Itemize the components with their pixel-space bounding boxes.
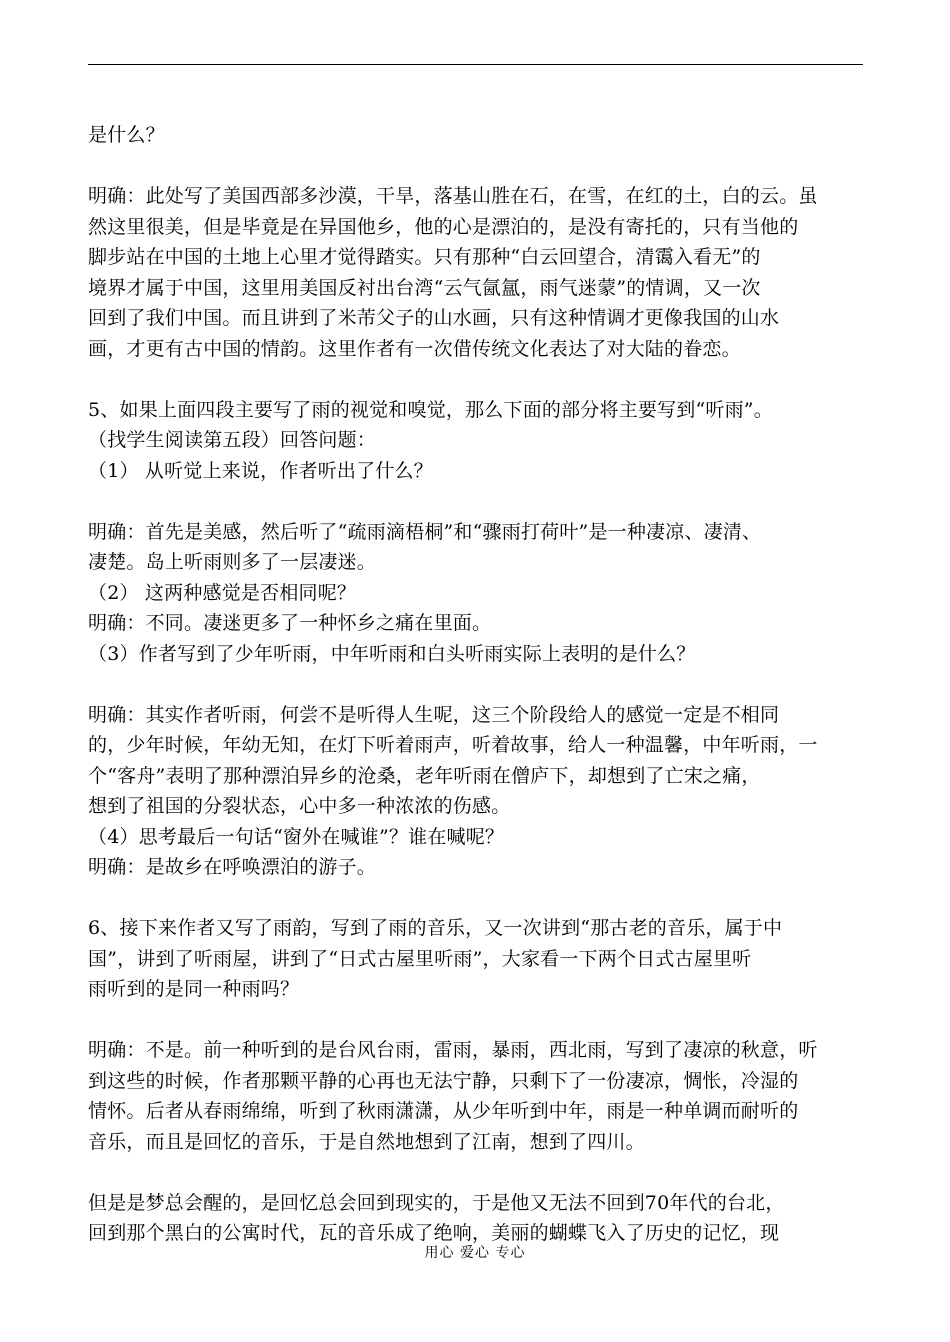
text-line: 凄楚。岛上听雨则多了一层凄迷。 xyxy=(88,551,377,573)
document-body xyxy=(88,120,868,1249)
text-line: （1） 从听觉上来说，作者听出了什么？ xyxy=(88,459,433,482)
header-rule xyxy=(88,64,863,65)
paragraph xyxy=(88,700,868,883)
text-line: （找学生阅读第五段）回答问题： xyxy=(88,429,377,451)
text-line: 画，才更有古中国的情韵。这里作者有一次借传统文化表达了对大陆的眷恋。 xyxy=(88,337,741,360)
text-line: （4）思考最后一句话“窗外在喊谁”？谁在喊呢？ xyxy=(88,825,505,848)
paragraph xyxy=(88,181,868,364)
text-line: 明确：是故乡在呼唤漂泊的游子。 xyxy=(88,856,377,878)
text-line: 情怀。后者从春雨绵绵，听到了秋雨潇潇，从少年听到中年，雨是一种单调而耐听的 xyxy=(88,1100,799,1122)
text-line: 是什么？ xyxy=(88,124,165,146)
paragraph xyxy=(88,517,868,670)
text-line: 明确：此处写了美国西部多沙漠，干旱，落基山胜在石，在雪，在红的土，白的云。虽 xyxy=(88,185,818,207)
text-line: 境界才属于中国，这里用美国反衬出台湾“云气氤氲，雨气迷蒙”的情调，又一次 xyxy=(88,276,761,299)
text-line: 个“客舟”表明了那种漂泊异乡的沧桑，老年听雨在僧庐下，却想到了亡宋之痛， xyxy=(88,764,761,787)
text-line: 的，少年时候，年幼无知，在灯下听着雨声，听着故事，给人一种温馨，中年听雨，一 xyxy=(88,734,818,756)
text-line: 明确：不是。前一种听到的是台风台雨，雷雨，暴雨，西北雨，写到了凄凉的秋意，听 xyxy=(88,1039,818,1061)
text-line: 回到那个黑白的公寓时代，瓦的音乐成了绝响，美丽的蝴蝶飞入了历史的记忆，现 xyxy=(88,1222,780,1244)
text-line: （3）作者写到了少年听雨，中年听雨和白头听雨实际上表明的是什么？ xyxy=(88,642,696,665)
paragraph xyxy=(88,120,868,151)
text-line: 明确：首先是美感，然后听了“疏雨滴梧桐”和“骤雨打荷叶”是一种凄凉、凄清、 xyxy=(88,520,762,543)
text-line: 明确：其实作者听雨，何尝不是听得人生呢，这三个阶段给人的感觉一定是不相同 xyxy=(88,703,780,726)
page-footer: 用心 爱心 专心 xyxy=(424,1245,526,1261)
text-line: 5、如果上面四段主要写了雨的视觉和嗅觉，那么下面的部分将主要写到“听雨”。 xyxy=(88,398,773,421)
text-line: 然这里很美，但是毕竟是在异国他乡，他的心是漂泊的，是没有寄托的，只有当他的 xyxy=(88,215,799,238)
text-line: 但是是梦总会醒的，是回忆总会回到现实的，于是他又无法不回到70年代的台北， xyxy=(88,1191,785,1214)
text-line: （2） 这两种感觉是否相同呢？ xyxy=(88,581,357,604)
paragraph xyxy=(88,1188,868,1249)
text-line: 脚步站在中国的土地上心里才觉得踏实。只有那种“白云回望合，清霭入看无”的 xyxy=(88,246,761,268)
text-line: 国”，讲到了听雨屋，讲到了“日式古屋里听雨”，大家看一下两个日式古屋里听 xyxy=(88,947,752,970)
paragraph xyxy=(88,395,868,487)
text-line: 音乐，而且是回忆的音乐，于是自然地想到了江南，想到了四川。 xyxy=(88,1130,645,1153)
paragraph xyxy=(88,1035,868,1157)
text-line: 想到了祖国的分裂状态，心中多一种浓浓的伤感。 xyxy=(88,795,511,817)
text-line: 雨听到的是同一种雨吗？ xyxy=(88,978,300,1000)
paragraph xyxy=(88,913,868,1005)
text-line: 6、接下来作者又写了雨韵，写到了雨的音乐，又一次讲到“那古老的音乐，属于中 xyxy=(88,917,783,939)
text-line: 明确：不同。凄迷更多了一种怀乡之痛在里面。 xyxy=(88,612,492,634)
text-line: 回到了我们中国。而且讲到了米芾父子的山水画，只有这种情调才更像我国的山水 xyxy=(88,307,780,329)
text-line: 到这些的时候，作者那颗平静的心再也无法宁静，只剩下了一份凄凉，惆怅，冷湿的 xyxy=(88,1069,799,1092)
